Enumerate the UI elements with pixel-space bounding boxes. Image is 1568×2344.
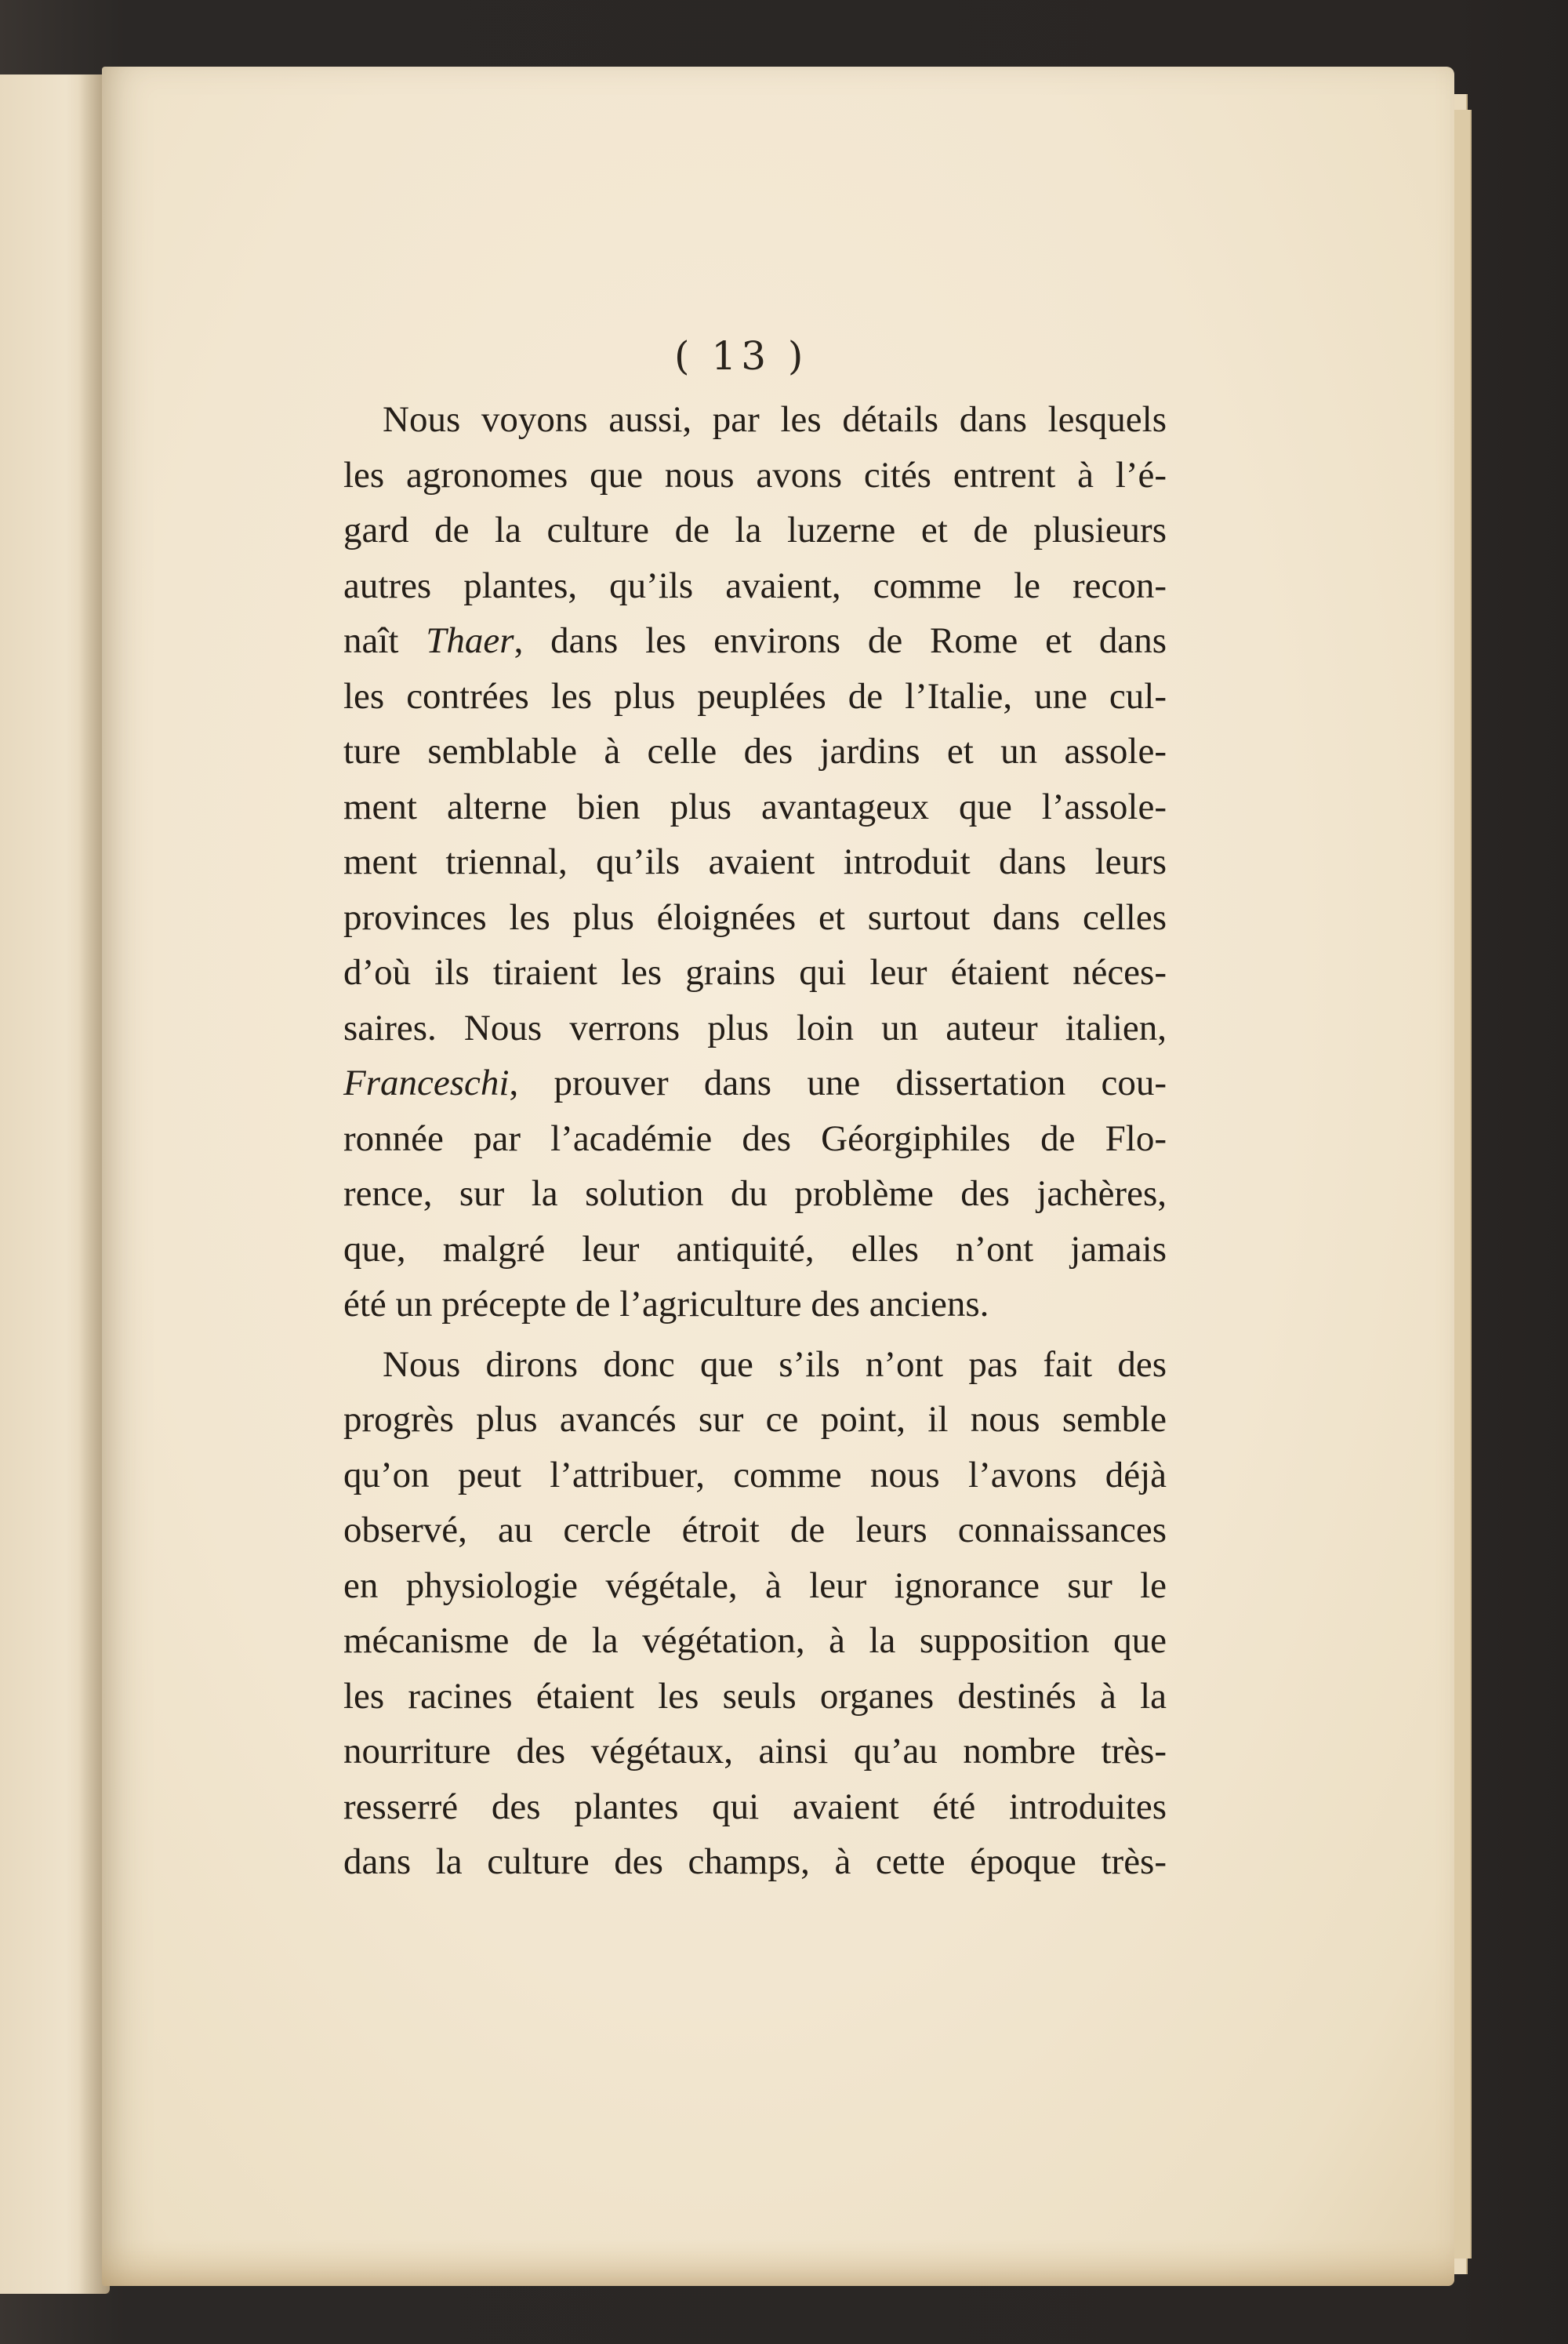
text-line bbox=[343, 1613, 1167, 1669]
text-segment: nourriture des végétaux, ainsi qu’au nombre très- bbox=[343, 1731, 1167, 1772]
text-segment: d’où ils tiraient les grains qui leur étaient néces- bbox=[343, 952, 1167, 993]
text-line bbox=[343, 1277, 1167, 1332]
text-segment: saires. Nous verrons plus loin un auteur italien, bbox=[343, 1007, 1167, 1048]
text-line bbox=[343, 1834, 1167, 1890]
text-line bbox=[343, 780, 1167, 835]
text-segment: provinces les plus éloignées et surtout dans celles bbox=[343, 896, 1167, 938]
text-line bbox=[343, 1111, 1167, 1167]
text-segment: ment alterne bien plus avantageux que l’assole- bbox=[343, 786, 1167, 827]
text-segment: ronnée par l’académie des Géorgiphiles de Flo- bbox=[343, 1117, 1167, 1159]
text-line bbox=[343, 503, 1167, 558]
text-segment: ment triennal, qu’ils avaient introduit dans leurs bbox=[343, 841, 1167, 882]
text-line bbox=[343, 392, 1167, 448]
text-line bbox=[343, 1669, 1167, 1724]
text-segment: resserré des plantes qui avaient été introduites bbox=[343, 1786, 1167, 1827]
facing-page-edge bbox=[0, 74, 110, 2294]
text-segment: Nous dirons donc que s’ils n’ont pas fait des bbox=[383, 1343, 1167, 1385]
text-line bbox=[343, 448, 1167, 503]
text-segment: dans la culture des champs, à cette époque très- bbox=[343, 1841, 1167, 1882]
text-line bbox=[343, 613, 1167, 669]
text-segment: , dans les environs de Rome et dans bbox=[514, 620, 1167, 661]
text-line bbox=[343, 1558, 1167, 1614]
text-segment: en physiologie végétale, à leur ignorance sur le bbox=[343, 1564, 1167, 1606]
text-line bbox=[343, 669, 1167, 725]
text-segment: les contrées les plus peuplées de l’Italie, une cul- bbox=[343, 675, 1167, 717]
text-line bbox=[343, 1222, 1167, 1277]
text-line bbox=[343, 1779, 1167, 1835]
page-foxing bbox=[102, 2239, 1454, 2286]
text-segment: observé, au cercle étroit de leurs connaissances bbox=[343, 1510, 1167, 1550]
text-segment: naît bbox=[343, 620, 426, 661]
text-segment: que, malgré leur antiquité, elles n’ont jamais bbox=[343, 1228, 1167, 1270]
text-segment: progrès plus avancés sur ce point, il nous semble bbox=[343, 1399, 1167, 1440]
text-segment: ture semblable à celle des jardins et un assole- bbox=[343, 731, 1167, 772]
text-line bbox=[343, 1337, 1167, 1393]
text-line bbox=[343, 1503, 1167, 1558]
text-segment: autres plantes, qu’ils avaient, comme le recon- bbox=[343, 565, 1167, 606]
body-text bbox=[343, 392, 1167, 1890]
text-segment: rence, sur la solution du problème des jachères, bbox=[343, 1173, 1167, 1214]
text-segment: Nous voyons aussi, par les détails dans lesquels bbox=[383, 399, 1167, 440]
text-segment: été un précepte de l’agriculture des anciens. bbox=[343, 1284, 989, 1325]
text-line bbox=[343, 1166, 1167, 1222]
text-segment: qu’on peut l’attribuer, comme nous l’avons déjà bbox=[343, 1454, 1167, 1495]
text-segment: gard de la culture de la luzerne et de plusieurs bbox=[343, 510, 1167, 551]
text-line bbox=[343, 724, 1167, 780]
text-line bbox=[343, 1001, 1167, 1056]
text-line bbox=[343, 558, 1167, 614]
page-number: ( 13 ) bbox=[674, 333, 808, 379]
text-line bbox=[343, 1448, 1167, 1503]
text-segment: mécanisme de la végétation, à la supposition que bbox=[343, 1620, 1167, 1661]
text-line bbox=[343, 945, 1167, 1001]
text-line bbox=[343, 890, 1167, 946]
italic-name: Thaer bbox=[426, 620, 514, 661]
text-line bbox=[343, 1392, 1167, 1448]
text-segment: les racines étaient les seuls organes destinés à la bbox=[343, 1675, 1167, 1717]
italic-name: Franceschi bbox=[343, 1063, 510, 1103]
text-segment: les agronomes que nous avons cités entrent à l’é- bbox=[343, 454, 1167, 496]
text-line bbox=[343, 1056, 1167, 1111]
text-line bbox=[343, 1724, 1167, 1779]
text-line bbox=[343, 834, 1167, 890]
text-segment: , prouver dans une dissertation cou- bbox=[509, 1063, 1167, 1103]
